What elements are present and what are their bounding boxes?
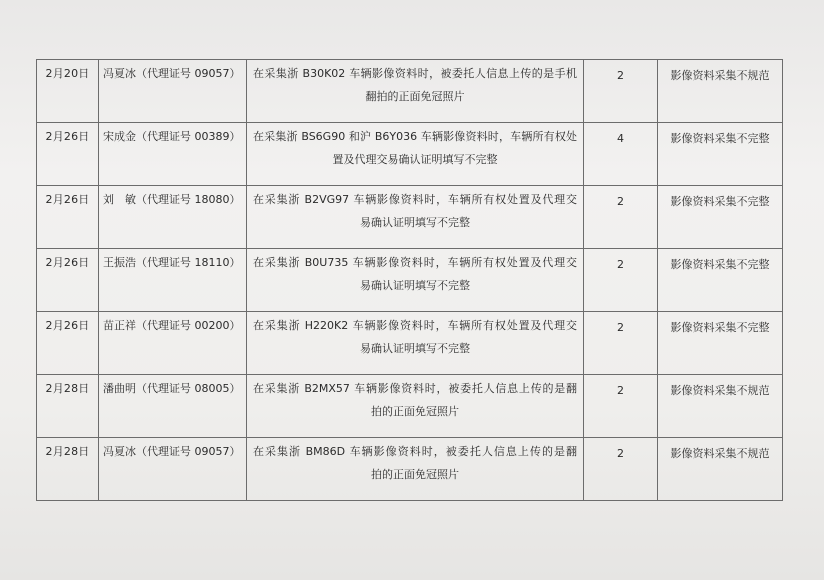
agent-cell: 冯夏冰（代理证号 09057） (99, 438, 247, 501)
result-cell: 影像资料采集不完整 (658, 249, 783, 312)
description-cell (247, 312, 584, 375)
date-cell: 2月28日 (37, 438, 99, 501)
agent-cell: 苗正祥（代理证号 00200） (99, 312, 247, 375)
agent-cell: 冯夏冰（代理证号 09057） (99, 60, 247, 123)
table-body (37, 60, 783, 501)
description-line-2: 翻拍的正面免冠照片 (365, 90, 465, 103)
description-line-2: 易确认证明填写不完整 (360, 216, 470, 229)
description-line-2: 置及代理交易确认证明填写不完整 (332, 153, 498, 166)
date-cell: 2月26日 (37, 123, 99, 186)
table-row (37, 312, 783, 375)
agent-cell: 宋成金（代理证号 00389） (99, 123, 247, 186)
description-line-2: 拍的正面免冠照片 (371, 468, 459, 481)
date-cell: 2月26日 (37, 312, 99, 375)
table-row (37, 60, 783, 123)
date-cell: 2月26日 (37, 249, 99, 312)
description-cell (247, 438, 584, 501)
result-cell: 影像资料采集不完整 (658, 123, 783, 186)
table-row (37, 123, 783, 186)
description-line-2: 拍的正面免冠照片 (371, 405, 459, 418)
count-cell: 2 (584, 312, 658, 375)
result-cell: 影像资料采集不完整 (658, 186, 783, 249)
description-cell (247, 249, 584, 312)
table-row (37, 438, 783, 501)
date-cell: 2月20日 (37, 60, 99, 123)
count-cell: 4 (584, 123, 658, 186)
agent-cell: 潘曲明（代理证号 08005） (99, 375, 247, 438)
date-cell: 2月28日 (37, 375, 99, 438)
count-cell: 2 (584, 438, 658, 501)
description-line-2: 易确认证明填写不完整 (360, 279, 470, 292)
result-cell: 影像资料采集不完整 (658, 312, 783, 375)
agent-cell: 刘 敏（代理证号 18080） (99, 186, 247, 249)
date-cell: 2月26日 (37, 186, 99, 249)
table-row (37, 249, 783, 312)
description-line-1: 在采集浙 BM86D 车辆影像资料时，被委托人信息上传的是翻 (253, 445, 577, 458)
description-line-2: 易确认证明填写不完整 (360, 342, 470, 355)
count-cell: 2 (584, 375, 658, 438)
description-line-1: 在采集浙 B0U735 车辆影像资料时，车辆所有权处置及代理交 (253, 256, 577, 269)
description-line-1: 在采集浙 B30K02 车辆影像资料时，被委托人信息上传的是手机 (253, 67, 577, 80)
description-cell (247, 123, 584, 186)
table-row (37, 375, 783, 438)
agent-cell: 王振浩（代理证号 18110） (99, 249, 247, 312)
count-cell: 2 (584, 249, 658, 312)
count-cell: 2 (584, 60, 658, 123)
result-cell: 影像资料采集不规范 (658, 438, 783, 501)
result-cell: 影像资料采集不规范 (658, 375, 783, 438)
result-cell: 影像资料采集不规范 (658, 60, 783, 123)
description-cell (247, 60, 584, 123)
count-cell: 2 (584, 186, 658, 249)
description-cell (247, 186, 584, 249)
description-cell (247, 375, 584, 438)
table-row (37, 186, 783, 249)
violation-records-table (36, 59, 783, 501)
description-line-1: 在采集浙 B2VG97 车辆影像资料时，车辆所有权处置及代理交 (253, 193, 577, 206)
description-line-1: 在采集浙 B2MX57 车辆影像资料时，被委托人信息上传的是翻 (253, 382, 577, 395)
description-line-1: 在采集浙 BS6G90 和沪 B6Y036 车辆影像资料时，车辆所有权处 (253, 130, 577, 143)
description-line-1: 在采集浙 H220K2 车辆影像资料时，车辆所有权处置及代理交 (253, 319, 577, 332)
